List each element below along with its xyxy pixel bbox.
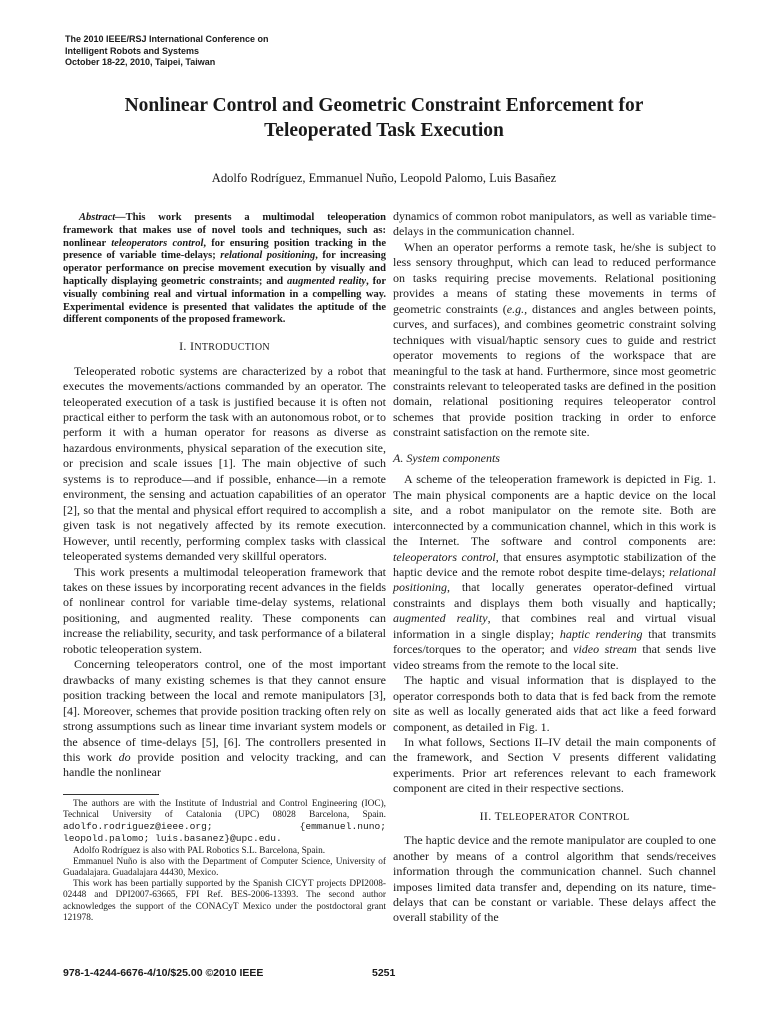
paragraph-text: provide position and velocity tracking, and can handle the nonlinear [63, 749, 387, 780]
paragraph-emphasis: haptic rendering [559, 626, 643, 641]
abstract [63, 212, 386, 327]
right-column [393, 209, 716, 926]
isbn-copyright: 978-1-4244-6676-4/10/$25.00 ©2010 IEEE [63, 967, 264, 979]
section-initial: I [190, 339, 195, 354]
author-emails: adolfo.rodriguez@ieee.org; {emmanuel.nuno; leopold.palomo; luis.basanez}@upc.edu. [63, 821, 386, 845]
conference-line-3: October 18-22, 2010, Taipei, Taiwan [65, 57, 216, 67]
conference-line-1: The 2010 IEEE/RSJ International Conference on [65, 34, 269, 44]
paragraph-text: A scheme of the teleoperation framework is depicted in Fig. 1. The main physical components are a haptic device on the local site, and a robot manipulator on the remote site. Both are interconnected by a communication channel, which in this work is the Internet. The software and control components are: [393, 472, 716, 549]
paragraph-text: , that ensures asymptotic stabilization of the haptic device and the remote robot despite time-delays; [393, 549, 716, 579]
section-smallcaps: NTRODUCTION [194, 342, 270, 354]
paragraph [393, 472, 716, 673]
abstract-text: This work presents a multimodal teleoperation framework that makes use of novel tools and techniques, such as: nonlinear [63, 212, 386, 249]
paragraph-emphasis: relational positioning [393, 564, 716, 595]
paragraph: This work presents a multimodal teleoperation framework that takes on these issues by incorporating recent advances in the fields of nonlinear control for variable time-delay systems, relational positioning, and augmented reality. These components can increase the reliability, security, and task performance of a bilateral robotic teleoperation system. [63, 564, 386, 656]
paragraph-emphasis: e.g., [506, 301, 528, 316]
paragraph: The haptic and visual information that is displayed to the operator corresponds both to data that is fed back from the remote site as well as locally generated aids that act like a feed forward component, as detailed in Fig. 1. [393, 673, 716, 734]
author-list: Adolfo Rodríguez, Emmanuel Nuño, Leopold Palomo, Luis Basañez [211, 171, 557, 185]
paragraph-text: distances and angles between points, curves, and surfaces), and combines geometric constraint solving techniques with visual/haptic sensory cues to guide and restrict operator movements to regions of the workspace that are meaningful to the task at hand. Furthermore, since most geometric constraints relevant to teleoperated tasks are defined in the position domain, relational positioning requires teleoperator control schemes that provide position tracking in order to enforce constraint satisfaction on the remote site. [393, 301, 716, 440]
paragraph: dynamics of common robot manipulators, as well as variable time-delays in the communication channel. [393, 209, 716, 239]
paragraph-text: When an operator performs a remote task, he/she is subject to less sensory throughput, which can lead to reduced performance on tasks requiring precise movements. Relational positioning provides a means of stating these movements in terms of geometric constraints ( [393, 239, 716, 316]
footnote: Adolfo Rodríguez is also with PAL Robotics S.L. Barcelona, Spain. [73, 845, 326, 856]
section-initial: T [494, 808, 503, 823]
paragraph-text: , that locally generates operator-defined virtual constraints and displays them both visually and haptically; [393, 580, 716, 610]
section-heading-teleoperator-control [393, 809, 716, 825]
paragraph: The haptic device and the remote manipulator are coupled to one another by means of a control algorithm that sends/receives information through the communication channel. Such channel imposes limited data transfer and, depending on its nature, time-delays that can be constant or variable. These delays affect the overall stability of the [393, 833, 716, 925]
paragraph-emphasis: teleoperators control [393, 549, 496, 564]
abstract-text: , for visually combining real and virtual information in a compelling way. Experimental evidence is presented that validates the aptitude of the different components of the proposed framework. [63, 275, 386, 326]
footnote: Emmanuel Nuño is also with the Department of Computer Science, University of Guadalajara. Guadalajara 44430, Mexico. [63, 856, 386, 879]
paragraph-emphasis: augmented reality [393, 611, 488, 626]
conference-header [65, 34, 269, 69]
section-initial: C [578, 808, 588, 823]
paragraph-emphasis: video stream [573, 642, 637, 657]
section-number: II. [479, 808, 492, 823]
paragraph-emphasis: do [118, 749, 131, 764]
footnote-text: The authors are with the Institute of Industrial and Control Engineering (IOC), Technical University of Catalonia (UPC) 08028 Barcelona, Spain. [63, 798, 386, 821]
abstract-emphasis: relational positioning [220, 250, 316, 262]
paragraph: Teleoperated robotic systems are characterized by a robot that executes the movements/actions commanded by an operator. The teleoperated execution of a task is justified because it is often not practical either to perform the task with an autonomous robot, or to perform it with a human operator for reasons as diverse as hazardous environments, physical separation of the execution site, or precision and scale issues [1]. The main objective of such systems is to reproduce—and if possible, enhance—in a remote environment, the sensing and actuation capabilities of an operator [2], so that the mental and physical effort required to accomplish a given task is not negatively affected by its remote execution. However, until recently, performing complex tasks with classical teleoperated systems demanded very skillful operators. [63, 363, 386, 564]
footnote-divider [63, 794, 159, 795]
title-line-2: Teleoperated Task Execution [264, 120, 504, 141]
section-heading-introduction [63, 339, 386, 355]
abstract-emphasis: teleoperators control [111, 237, 204, 249]
page-number: 5251 [372, 967, 396, 979]
footnote-funding: This work has been partially supported by the Spanish CICYT projects DPI2008-02448 and DPI2007-63665, FPI Ref. BES-2006-13393. The second author acknowledges the support of the CONACyT Mexico under the postdoctoral grant 121978. [63, 879, 386, 923]
abstract-label: Abstract— [79, 212, 126, 223]
paragraph-text: that sends live video streams from the remote to the local site. [393, 642, 717, 672]
section-smallcaps: ONTROL [587, 811, 630, 823]
paper-title [40, 93, 728, 143]
subsection-heading: A. System components [393, 450, 500, 465]
section-number: I. [179, 339, 187, 354]
abstract-text: , for increasing operator performance on precise movement execution by visually and haptically displaying geometric constraints; and [63, 250, 387, 287]
paragraph: In what follows, Sections II–IV detail the main components of the framework, and Section V presents different validating experiments. Prior art references relevant to each framework component are cited in their respective sections. [393, 734, 716, 796]
footnote-affiliation [63, 799, 386, 846]
abstract-emphasis: augmented reality [287, 275, 367, 287]
paragraph [63, 657, 386, 781]
paragraph-text: , that combines real and virtual visual information in a single display; [393, 611, 717, 641]
abstract-text: , for ensuring position tracking in the presence of variable time-delays; [63, 237, 387, 262]
paragraph [393, 240, 716, 441]
footnotes [63, 799, 386, 924]
section-smallcaps: ELEOPERATOR [502, 811, 576, 823]
title-line-1: Nonlinear Control and Geometric Constraint Enforcement for [124, 95, 644, 116]
paragraph-text: Concerning teleoperators control, one of the most important drawbacks of many existing schemes is that they cannot ensure position tracking between the local and remote manipulators [3], [4]. Moreover, schemes that provide position tracking often rely on strong assumptions such as linear time invariant system models or the absence of time-delays [5], [6]. The controllers presented in this work [63, 657, 386, 764]
paragraph-text: that transmits forces/torques to the operator; and [393, 626, 717, 657]
left-column [63, 209, 386, 924]
conference-line-2: Intelligent Robots and Systems [65, 45, 200, 56]
